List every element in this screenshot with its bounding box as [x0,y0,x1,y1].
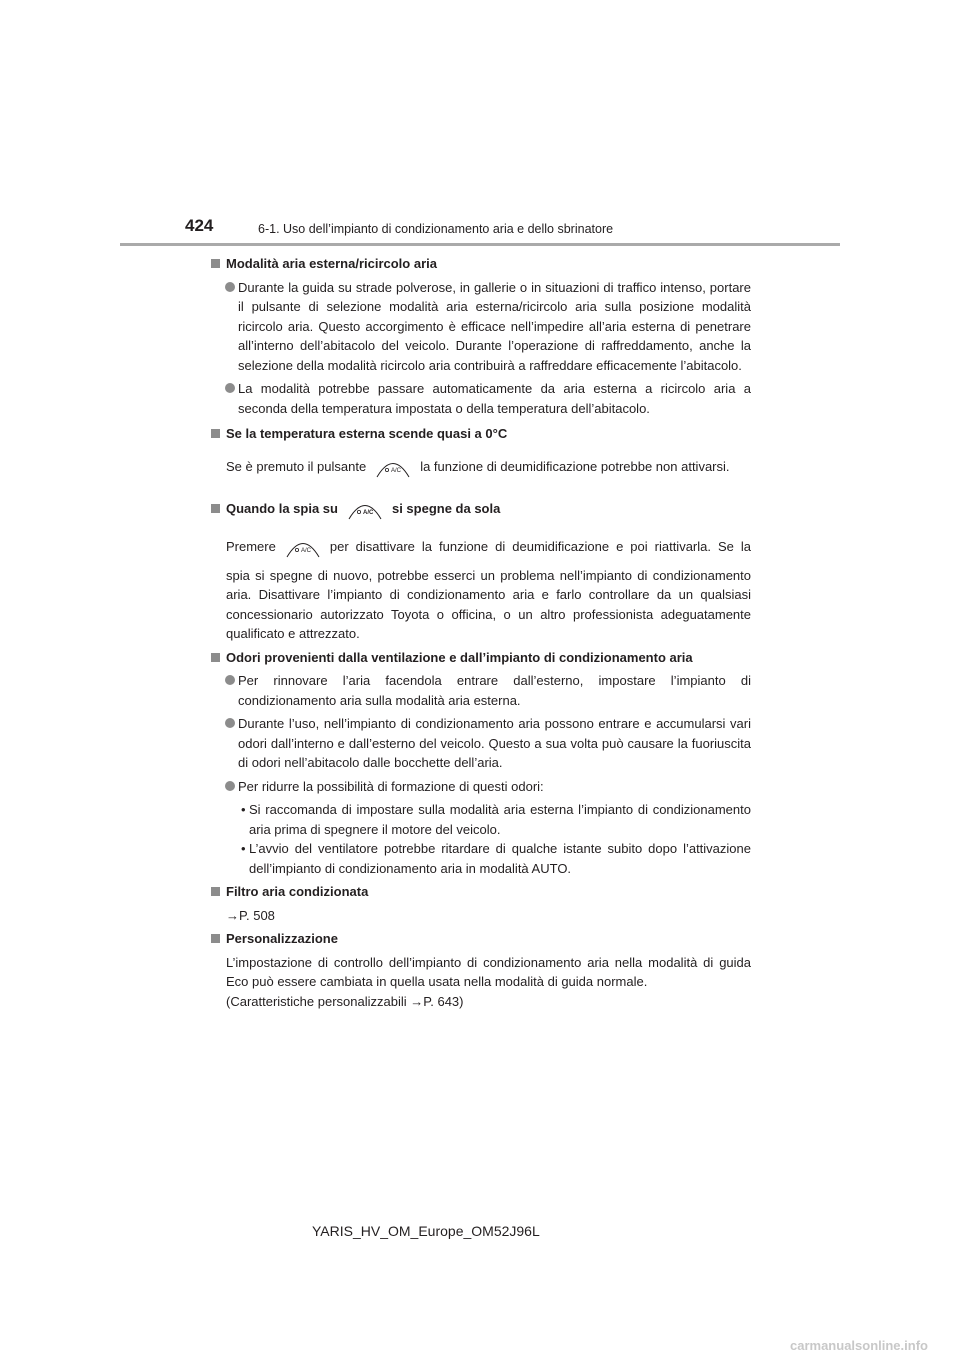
text-line: Se è premuto il pulsante A/C la funzione di deumidificazione potrebbe non attivarsi. [211,450,751,484]
section-title: Odori provenienti dalla ventilazione e dall’impianto di condizionamento aria [211,648,751,668]
watermark: carmanualsonline.info [790,1338,928,1353]
round-bullet-icon [225,718,235,728]
square-bullet-icon [211,429,220,438]
page-number: 424 [185,216,214,235]
bullet-item: Per rinnovare l’aria facendola entrare dall’esterno, impostare l’impianto di condizionamento aria sulla modalità aria esterna. [211,671,751,710]
square-bullet-icon [211,934,220,943]
section-title: Quando la spia su A/C si spegne da sola [211,492,751,526]
section-title: Modalità aria esterna/ricircolo aria [211,254,751,274]
ac-button-icon [375,456,411,478]
sub-bullet-item: • Si raccomanda di impostare sulla modalità aria esterna l’impianto di condizionamento aria prima di spegnere il motore del veicolo. [241,802,751,837]
svg-text:A/C: A/C [300,547,311,554]
section-title: Personalizzazione [211,929,751,949]
page-content [211,254,751,1015]
round-bullet-icon [225,282,235,292]
square-bullet-icon [211,887,220,896]
round-bullet-icon [225,675,235,685]
ac-button-icon [347,498,383,520]
sub-bullet-item: • L’avvio del ventilatore potrebbe ritardare di qualche istante subito dopo l’attivazione dell’impianto di condizionamento aria in modalità AUTO. [241,841,751,876]
round-bullet-icon [225,383,235,393]
header-rule [120,243,840,246]
paragraph: (Caratteristiche personalizzabili →P. 643) [226,993,464,1009]
section-title: Se la temperatura esterna scende quasi a 0°C [211,424,751,444]
paragraph: spia si spegne di nuovo, potrebbe esserci un problema nell’impianto di condizionamento aria. Disattivare l’impianto di condizionamento aria e farlo controllare da un qualsiasi concessionario autorizzato Toyota o officina, o un altro professionista adeguatamente qualificato e attrezzato. [226,567,751,641]
paragraph: L’impostazione di controllo dell’impianto di condizionamento aria nella modalità di guida Eco può essere cambiata in quella usata nella modalità di guida normale. [226,954,751,989]
square-bullet-icon [211,259,220,268]
round-bullet-icon [225,781,235,791]
svg-text:A/C: A/C [362,509,374,516]
chapter-title: 6-1. Uso dell’impianto di condizionamento aria e dello sbrinatore [258,222,614,236]
bullet-item: Durante l’uso, nell’impianto di condizionamento aria possono entrare e accumularsi vari odori dall’interno e dall’esterno del veicolo. Questo a sua volta può causare la fuoriuscita di odori nell’abitacolo dalle bocchette dell’aria. [211,714,751,773]
svg-text:A/C: A/C [391,467,402,474]
square-bullet-icon [211,504,220,513]
bullet-item: Per ridurre la possibilità di formazione di questi odori: [211,777,751,797]
section-title: Filtro aria condizionata [211,882,751,902]
document-code: YARIS_HV_OM_Europe_OM52J96L [312,1223,540,1239]
text-line: Premere A/C per disattivare la funzione di deumidificazione e poi riattivarla. Se la [211,530,751,564]
ac-button-icon [285,536,321,558]
bullet-item: Durante la guida su strade polverose, in gallerie o in situazioni di traffico intenso, portare il pulsante di selezione modalità aria esterna/ricircolo aria sulla posizione modalità ricircolo aria. Questo accorgimento è efficace nell’impedire all’aria esterna di penetrare all’interno dell’abitacolo del veicolo. Durante l’operazione di raffreddamento, anche la selezione della modalità ricircolo aria contribuirà a raffreddare efficacemente l’abitacolo. [211,278,751,376]
bullet-item: La modalità potrebbe passare automaticamente da aria esterna a ricircolo aria a seconda della temperatura impostata o della temperatura dell’abitacolo. [211,379,751,418]
square-bullet-icon [211,653,220,662]
page-reference: →P. 508 [226,907,275,923]
